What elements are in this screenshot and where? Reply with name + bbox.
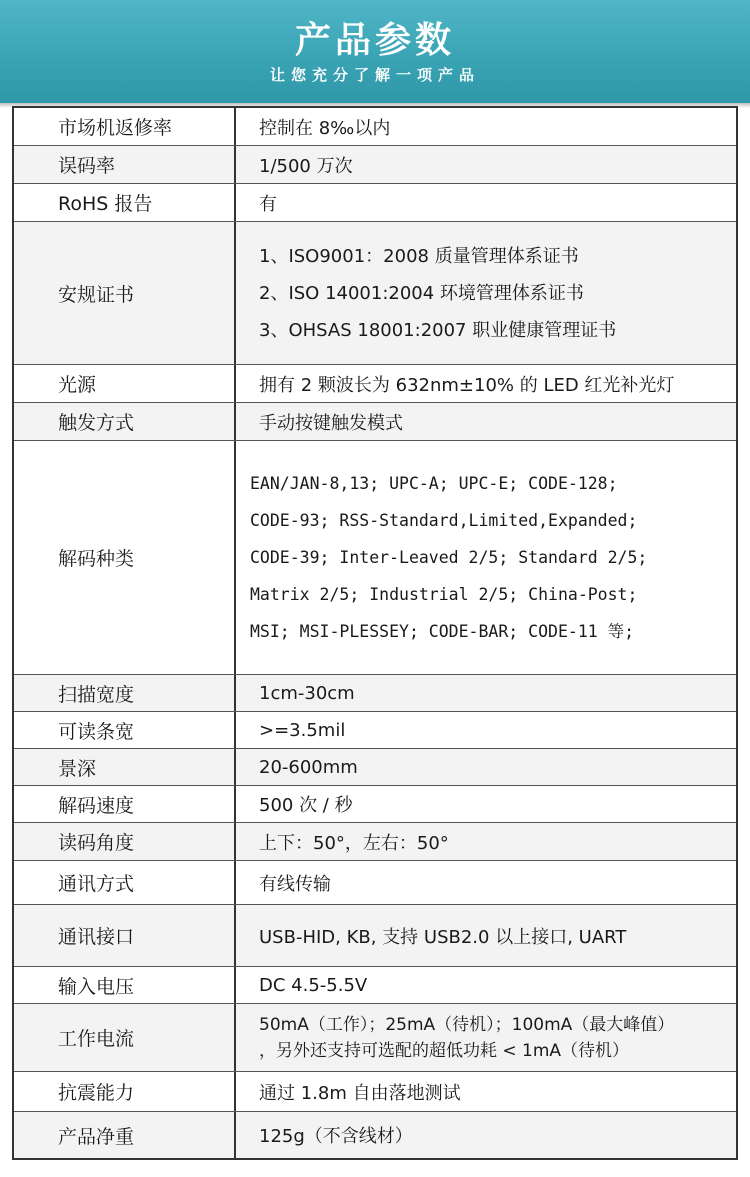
spec-value bbox=[236, 861, 736, 904]
spec-row-bar-width bbox=[14, 712, 736, 749]
spec-label: 输入电压 bbox=[14, 967, 236, 1003]
header-banner bbox=[0, 0, 750, 103]
spec-value-line: 有 bbox=[259, 193, 277, 215]
spec-value-line: MSI; MSI-PLESSEY; CODE-BAR; CODE-11 等; bbox=[250, 622, 635, 641]
spec-row-trigger-mode bbox=[14, 403, 736, 441]
spec-row-light-source bbox=[14, 365, 736, 403]
spec-label: 解码速度 bbox=[14, 786, 236, 822]
spec-value-line: Matrix 2/5; Industrial 2/5; China-Post; bbox=[250, 585, 638, 604]
spec-value-line: DC 4.5-5.5V bbox=[259, 974, 368, 996]
spec-label: 触发方式 bbox=[14, 403, 236, 440]
spec-row-working-current bbox=[14, 1004, 736, 1072]
spec-value bbox=[236, 712, 736, 748]
spec-label: 解码种类 bbox=[14, 441, 236, 674]
spec-row-rohs bbox=[14, 184, 736, 222]
spec-value bbox=[236, 786, 736, 822]
spec-value-line: 1cm-30cm bbox=[259, 682, 355, 704]
page-subtitle: 让您充分了解一项产品 bbox=[269, 66, 480, 84]
spec-label: 通讯方式 bbox=[14, 861, 236, 904]
spec-value-line: 1/500 万次 bbox=[259, 155, 353, 177]
spec-value bbox=[236, 222, 736, 364]
spec-label: 安规证书 bbox=[14, 222, 236, 364]
spec-value-line: 上下：50°，左右：50° bbox=[259, 832, 449, 854]
spec-label: 读码角度 bbox=[14, 823, 236, 860]
spec-value bbox=[236, 184, 736, 221]
spec-value bbox=[236, 403, 736, 440]
spec-row-return-rate bbox=[14, 108, 736, 146]
spec-value-line: 拥有 2 颗波长为 632nm±10% 的 LED 红光补光灯 bbox=[259, 374, 675, 396]
spec-row-decode-types bbox=[14, 441, 736, 675]
spec-row-depth-of-field bbox=[14, 749, 736, 786]
spec-row-certificates bbox=[14, 222, 736, 365]
spec-row-shock-resistance bbox=[14, 1072, 736, 1112]
spec-value bbox=[236, 905, 736, 966]
spec-value-line: ，另外还支持可选配的超低功耗 < 1mA（待机） bbox=[259, 1040, 630, 1061]
spec-value-line: >=3.5mil bbox=[259, 719, 346, 741]
spec-value-line: 控制在 8‰以内 bbox=[259, 117, 391, 139]
spec-value-line: 125g（不含线材） bbox=[259, 1126, 413, 1147]
spec-value bbox=[236, 441, 736, 674]
spec-label: 市场机返修率 bbox=[14, 108, 236, 145]
spec-label: 误码率 bbox=[14, 146, 236, 183]
spec-table bbox=[12, 106, 738, 1160]
spec-value bbox=[236, 823, 736, 860]
spec-row-decode-speed bbox=[14, 786, 736, 823]
spec-value-line: 20-600mm bbox=[259, 756, 358, 778]
spec-value-line: 2、ISO 14001:2004 环境管理体系证书 bbox=[259, 282, 584, 304]
spec-label: 扫描宽度 bbox=[14, 675, 236, 711]
spec-row-comm-mode bbox=[14, 861, 736, 905]
spec-row-error-rate bbox=[14, 146, 736, 184]
spec-row-input-voltage bbox=[14, 967, 736, 1004]
page-title: 产品参数 bbox=[294, 20, 455, 61]
spec-label: RoHS 报告 bbox=[14, 184, 236, 221]
spec-row-scan-width bbox=[14, 675, 736, 712]
spec-value-line: EAN/JAN-8,13; UPC-A; UPC-E; CODE-128; bbox=[250, 474, 618, 493]
spec-value bbox=[236, 108, 736, 145]
spec-value-line: 500 次 / 秒 bbox=[259, 795, 353, 816]
spec-value-line: 手动按键触发模式 bbox=[259, 412, 403, 434]
spec-label: 抗震能力 bbox=[14, 1072, 236, 1111]
spec-label: 光源 bbox=[14, 365, 236, 402]
spec-value-line: 通过 1.8m 自由落地测试 bbox=[259, 1082, 461, 1104]
spec-row-read-angle bbox=[14, 823, 736, 861]
spec-value-line: USB-HID, KB, 支持 USB2.0 以上接口, UART bbox=[259, 926, 627, 948]
spec-value-line: 1、ISO9001：2008 质量管理体系证书 bbox=[259, 245, 579, 267]
spec-value-line: 3、OHSAS 18001:2007 职业健康管理证书 bbox=[259, 319, 617, 341]
spec-label: 通讯接口 bbox=[14, 905, 236, 966]
spec-value bbox=[236, 1112, 736, 1158]
spec-row-net-weight bbox=[14, 1112, 736, 1158]
spec-label: 工作电流 bbox=[14, 1004, 236, 1071]
spec-value bbox=[236, 146, 736, 183]
spec-value bbox=[236, 1004, 736, 1071]
spec-label: 产品净重 bbox=[14, 1112, 236, 1158]
spec-value bbox=[236, 967, 736, 1003]
spec-value bbox=[236, 365, 736, 402]
spec-label: 景深 bbox=[14, 749, 236, 785]
spec-row-comm-interface bbox=[14, 905, 736, 967]
spec-value-line: CODE-93; RSS-Standard,Limited,Expanded; bbox=[250, 511, 638, 530]
spec-value bbox=[236, 1072, 736, 1111]
spec-value bbox=[236, 749, 736, 785]
spec-value-line: CODE-39; Inter-Leaved 2/5; Standard 2/5; bbox=[250, 548, 648, 567]
spec-value-line: 50mA（工作）；25mA（待机）；100mA（最大峰值） bbox=[259, 1014, 675, 1035]
spec-value-line: 有线传输 bbox=[259, 873, 331, 895]
spec-value bbox=[236, 675, 736, 711]
spec-label: 可读条宽 bbox=[14, 712, 236, 748]
